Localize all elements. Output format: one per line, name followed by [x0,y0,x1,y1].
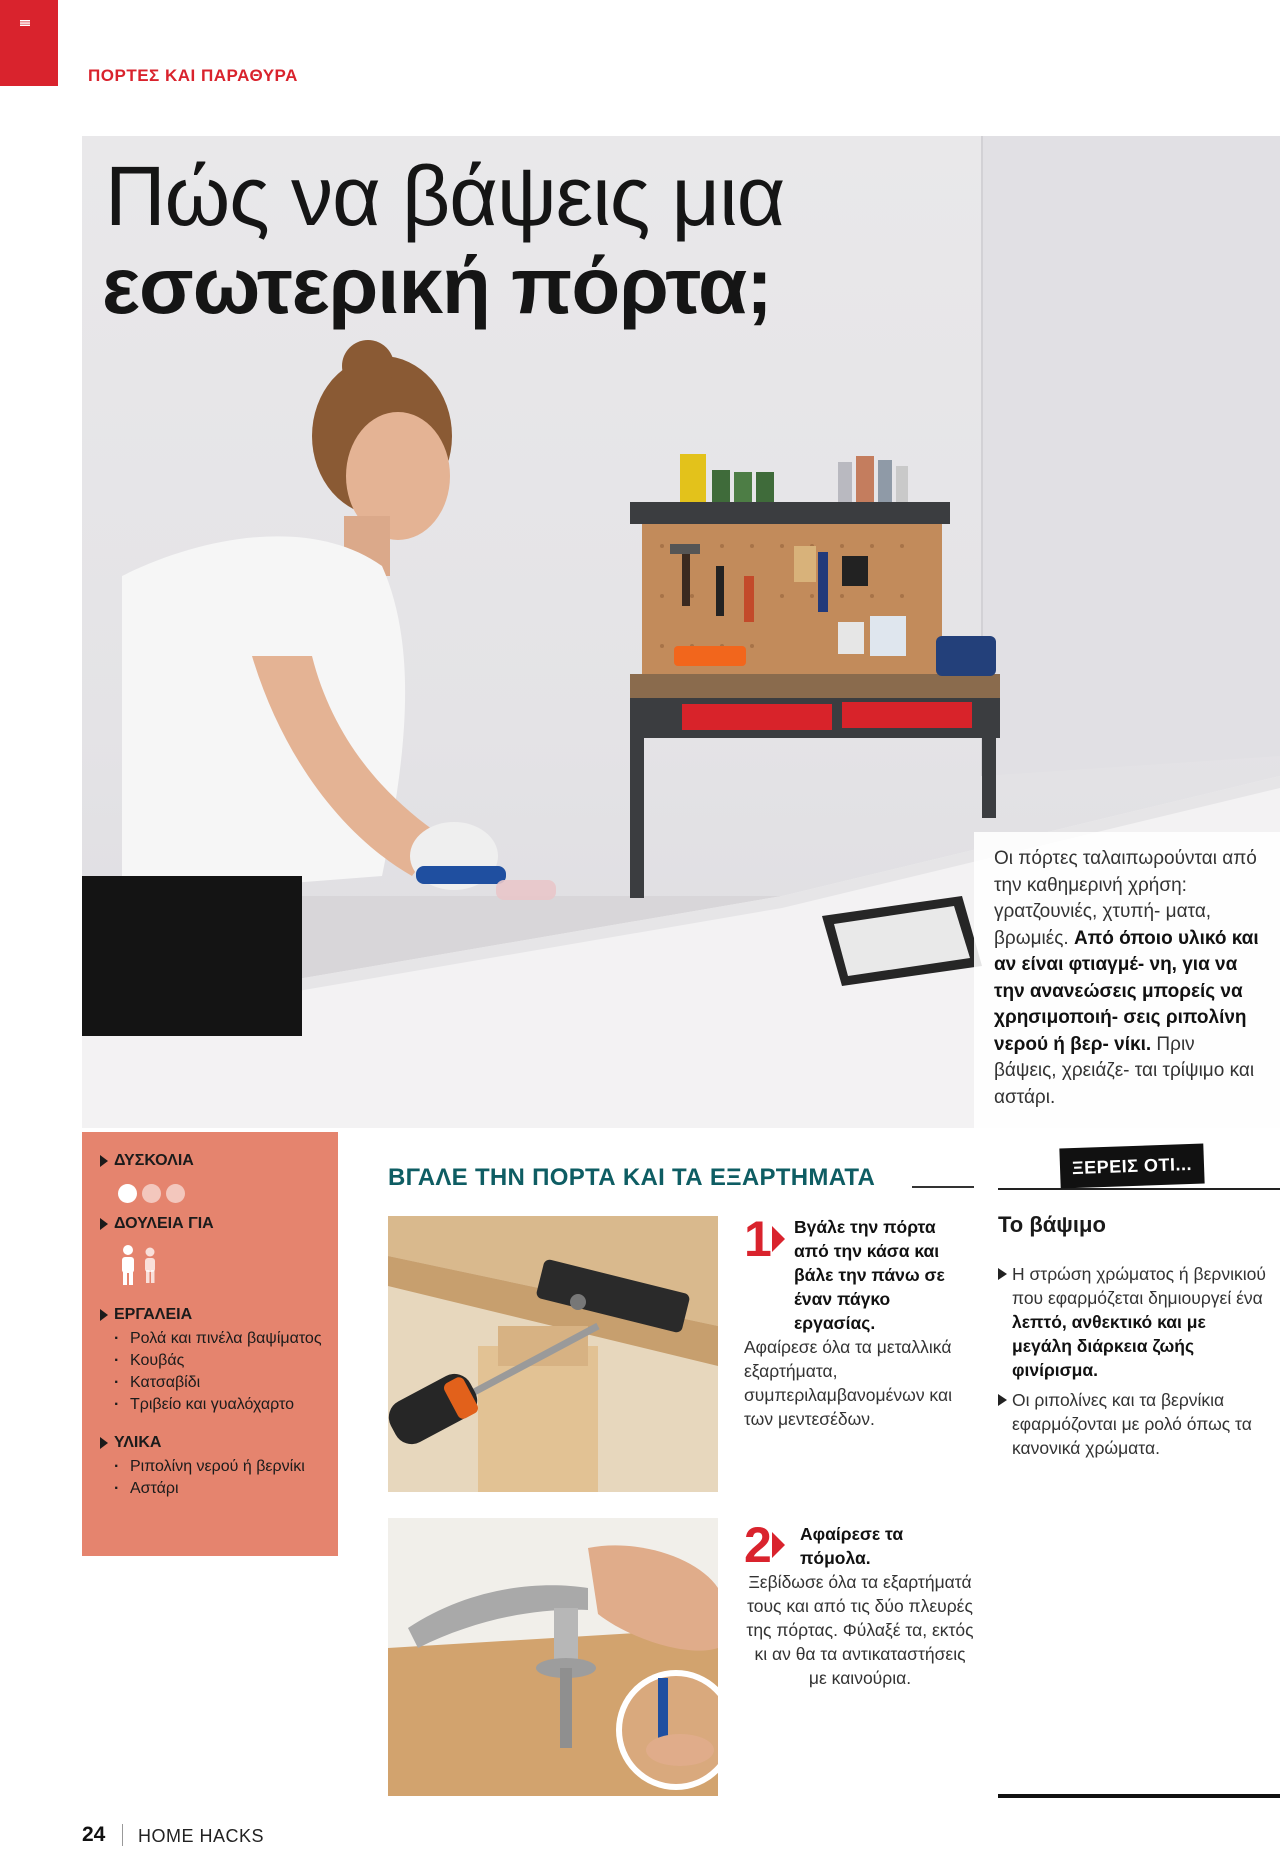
heading-rule [912,1186,974,1188]
difficulty-heading [100,1152,324,1170]
step-2-heading: Αφαίρεσε τα πόμολα. [800,1524,904,1568]
step-1-text: Αφαίρεσε όλα τα μεταλλικά εξαρτήματα, συμπεριλαμβανομένων και των μεντεσέδων. [744,1337,952,1429]
page-title-line1: Πώς να βάψεις μια [105,149,785,243]
step2-photo [388,1518,718,1796]
step1-illustration [388,1216,718,1492]
list-item: · Κουβάς [114,1350,324,1372]
difficulty-label: ΔΥΣΚΟΛΙΑ [114,1152,194,1169]
did-you-know-item [998,1388,1268,1460]
intro-bold-text: Από όποιο υλικό και αν είναι φτιαγμέ- νη, για να την ανανεώσεις μπορείς να χρησιμοποιή- σεις ριπολίνη νερού ή βερ- νίκι. [994,927,1259,1055]
did-you-know-badge: ΞΕΡΕΙΣ ΟΤΙ... [1059,1143,1204,1188]
menu-icon [20,20,30,26]
tools-list [100,1328,324,1416]
materials-list [100,1456,324,1500]
materials-heading [100,1434,324,1452]
tools-heading [100,1306,324,1324]
page-number: 24 [82,1823,106,1846]
list-item: · Κατσαβίδι [114,1372,324,1394]
list-item: · Τριβείο και γυαλόχαρτο [114,1394,324,1416]
did-you-know-bottom-rule [998,1794,1280,1798]
step-number: 1 [744,1211,772,1267]
difficulty-dot-filled [118,1184,137,1203]
work-for-heading [100,1215,324,1233]
triangle-bullet-icon [100,1155,108,1167]
section-tab [0,0,58,86]
difficulty-rating [118,1184,324,1203]
did-you-know-item-bold: λεπτό, ανθεκτικό και με μεγάλη διάρκεια ζωής φινίρισμα. [1012,1312,1206,1380]
difficulty-dot-empty [166,1184,185,1203]
step-arrow-icon [772,1532,785,1558]
did-you-know-item [998,1262,1268,1382]
step-1-heading: Βγάλε την πόρτα από την κάσα και βάλε την πάνω σε έναν πάγκο εργασίας. [794,1217,945,1333]
step-number: 2 [744,1517,772,1573]
did-you-know-rule [998,1188,1280,1190]
intro-box [974,832,1280,1128]
step-2-text: Ξεβίδωσε όλα τα εξαρτήματά τους και από τις δύο πλευρές της πόρτας. Φύλαξέ τα, εκτός κι αν θα τα αντικαταστήσεις με καινούρια. [746,1572,974,1688]
page-title-line2: εσωτερική πόρτα; [102,241,772,330]
step-1 [744,1211,974,1431]
did-you-know-title: Το βάψιμο [998,1212,1106,1237]
list-item: · Ριπολίνη νερού ή βερνίκι [114,1456,324,1478]
triangle-bullet-icon [998,1394,1007,1406]
section-label: ΠΟΡΤΕΣ ΚΑΙ ΠΑΡΑΘΥΡΑ [88,66,298,85]
materials-label: ΥΛΙΚΑ [114,1434,162,1451]
step2-illustration [388,1518,718,1796]
triangle-bullet-icon [100,1437,108,1449]
info-sidebar [82,1132,338,1556]
triangle-bullet-icon [100,1309,108,1321]
publication-name: HOME HACKS [138,1826,265,1846]
footer-divider [122,1824,123,1846]
step-2 [744,1517,976,1690]
list-item: · Αστάρι [114,1478,324,1500]
step1-photo [388,1216,718,1492]
steps-heading: ΒΓΑΛΕ ΤΗΝ ΠΟΡΤΑ ΚΑΙ ΤΑ ΕΞΑΡΤΗΜΑΤΑ [388,1164,876,1191]
difficulty-dot-empty [142,1184,161,1203]
step-arrow-icon [772,1226,785,1252]
triangle-bullet-icon [100,1218,108,1230]
did-you-know-item-text: Η στρώση χρώματος ή βερνικιού που εφαρμόζεται δημιουργεί ένα [1012,1264,1266,1308]
two-persons-icon [118,1245,178,1287]
work-for-label: ΔΟΥΛΕΙΑ ΓΙΑ [114,1215,214,1232]
intro-text-end: Πριν βάψεις, χρειάζε- ται τρίψιμο και αστάρι. [994,1033,1255,1108]
triangle-bullet-icon [998,1268,1007,1280]
intro-text: Οι πόρτες ταλαιπωρούνται από την καθημερινή χρήση: γρατζουνιές, χτυπή- ματα, βρωμιές. [994,848,1257,949]
did-you-know-item-text: Οι ριπολίνες και τα βερνίκια εφαρμόζονται με ρολό όπως τα κανονικά χρώματα. [1012,1390,1252,1458]
list-item: · Ρολά και πινέλα βαψίματος [114,1328,324,1350]
tools-label: ΕΡΓΑΛΕΙΑ [114,1306,193,1323]
